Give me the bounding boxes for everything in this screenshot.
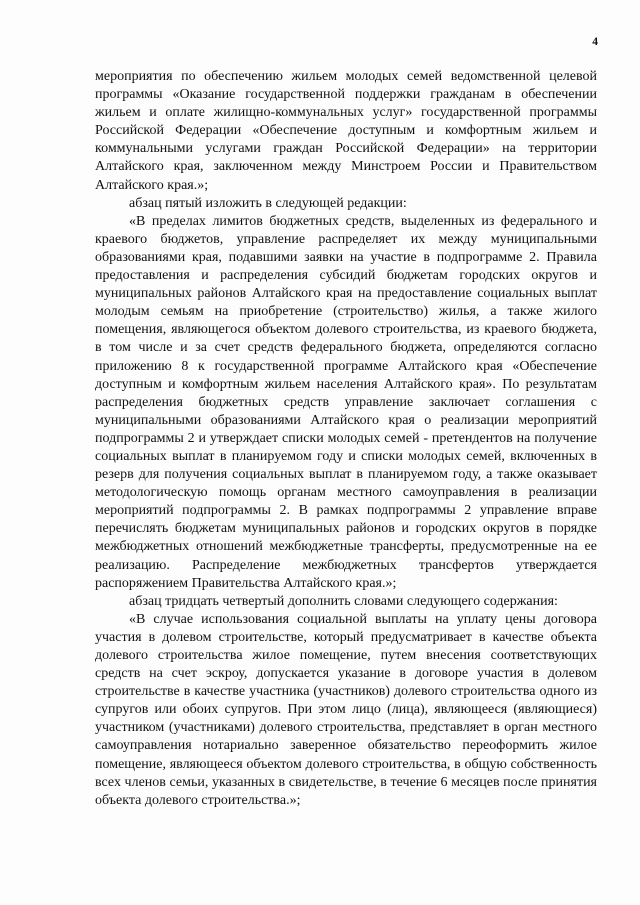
page-number: 4 [592,36,598,48]
paragraph-amendment-5-intro: абзац пятый изложить в следующей редакции: [129,195,407,211]
document-body [95,68,597,810]
paragraph-amendment-34-text: «В случае использования социальной выплаты на уплату цены договора участия в долевом строительстве, который предусматривает в качестве объекта долевого строительства жилое помещение, путем внесения соответствующих средств на счет эскроу, допускается указание в договоре участия в долевом строительстве в качестве участника (участников) долевого строительства одного из супругов или обоих супругов. При этом лицо (лица), являющееся (являющиеся) участником (участниками) долевого строительства, представляет в орган местного самоуправления нотариально заверенное обязательство переоформить жилое помещение, являющееся объектом долевого строительства, в общую собственность всех членов семьи, указанных в свидетельстве, в течение 6 месяцев после принятия объекта долевого строительства.»; [95,611,597,808]
paragraph-continuation: мероприятия по обеспечению жильем молодых семей ведомственной целевой программы «Оказание государственной поддержки гражданам в обеспечении жильем и оплате жилищно-коммунальных услуг» государственной программы Российской Федерации «Обеспечение доступным и комфортным жильем и коммунальными услугами граждан Российской Федерации» на территории Алтайского края, заключенном между Минстроем России и Правительством Алтайского края.»; [95,69,597,193]
paragraph-amendment-34-intro: абзац тридцать четвертый дополнить словами следующего содержания: [129,593,558,609]
paragraph-amendment-5-text: «В пределах лимитов бюджетных средств, выделенных из федерального и краевого бюджетов, управление распределяет их между муниципальными образованиями края, подавшими заявки на участие в подпрограмме 2. Правила предоставления и распределения субсидий бюджетам городских округов и муниципальных районов Алтайского края на предоставление социальных выплат молодым семьям на приобретение (строительство) жилья, а также жилого помещения, являющегося объектом долевого строительства, из краевого бюджета, в том числе и за счет средств федерального бюджета, определяются согласно приложению 8 к государственной программе Алтайского края «Обеспечение доступным и комфортным жильем населения Алтайского края». По результатам распределения бюджетных средств управление заключает соглашения с муниципальными образованиями Алтайского края о реализации мероприятий подпрограммы 2 и утверждает списки молодых семей - претендентов на получение социальных выплат в планируемом году и списки молодых семей, включенных в резерв для получения социальных выплат в планируемом году, а также оказывает методологическую помощь органам местного самоуправления в реализации мероприятий подпрограммы 2. В рамках подпрограммы 2 управление вправе перечислять бюджетам муниципальных районов и городских округов в порядке межбюджетных отношений межбюджетные трансферты, предусмотренные на ее реализацию. Распределение межбюджетных трансфертов утверждается распоряжением Правительства Алтайского края.»; [95,213,597,591]
